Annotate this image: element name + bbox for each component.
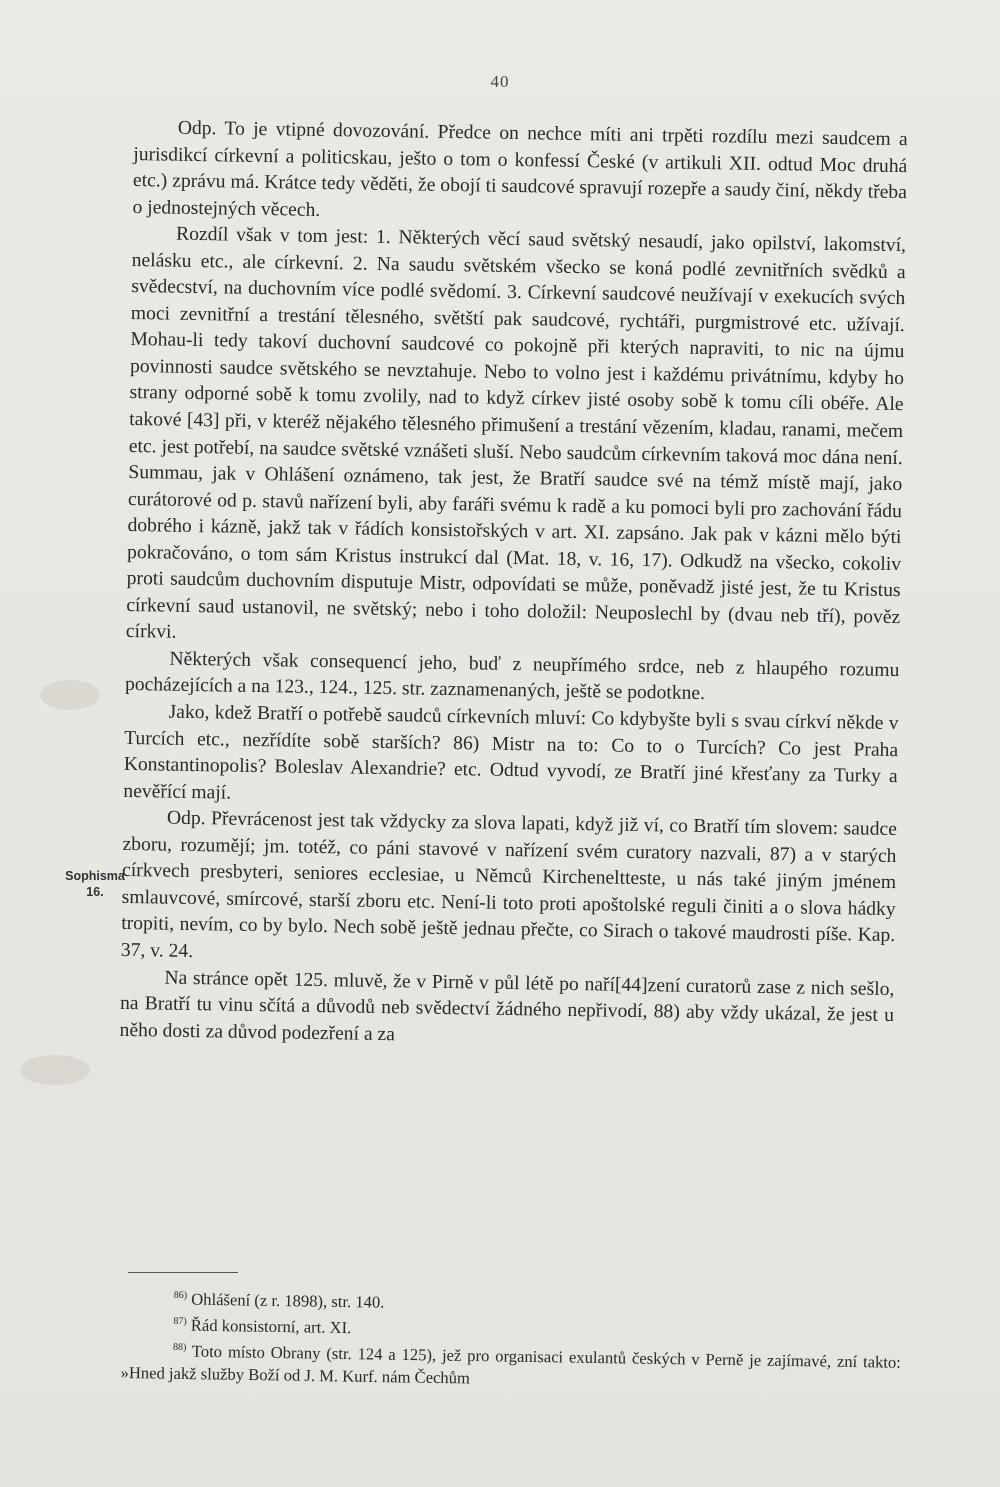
footnote-text: Ohlášení (z r. 1898), str. 140.: [191, 1289, 385, 1312]
page-smudge: [40, 680, 100, 710]
page-smudge: [20, 1055, 90, 1085]
paragraph: Některých však consequencí jeho, buď z neupřímého srdce, neb z hlaupého rozumu pocházejících a na 123., 124., 125. str. zaznamenaných, ještě se podotkne.: [124, 648, 900, 705]
margin-note: [60, 868, 130, 900]
footnote-marker: 87): [173, 1315, 187, 1328]
footnote-text: Řád konsistorní, art. XI.: [190, 1315, 352, 1338]
paragraph: Jako, kdež Bratří o potřebě saudců církevních mluví: Co kdybyšte byli s svau církví někde v Turcích etc., nezřídíte sobě starších? 86) Mistr na to: Co to o Turcích? Co jest Praha Konstantinopolis? Boleslav Alexandrie? etc. Odtud vyvodí, ze Bratří jiné křesťany za Turky a nevěřící mají.: [123, 701, 899, 804]
footnote-marker: 86): [173, 1289, 188, 1302]
margin-note-number: 16.: [86, 885, 104, 899]
paragraph: Odp. To je vtipné dovozování. Předce on nechce míti ani trpěti rozdílu mezi saudcem a jurisdikcí církevní a politicskau, ješto o tom o konfessí České (v artikuli XII. odtud Moc druhá etc.) zprávu má. Krátce tedy věděti, že obojí ti saudcové spravují rozepře a saudy činí, někdy třeba o jednostejných věcech.: [132, 117, 908, 221]
paragraph: Na stránce opět 125. mluvě, že v Pirně v půl létě po naří[44]zení curatorů zase z nich sešlo, na Bratří tu vinu sčítá a důvodů neb svědectví žádného nepřivodí, 88) aby vždy ukázal, že jest u něho dosti za důvod podezření a za: [119, 967, 895, 1045]
footnote-marker: 88): [172, 1341, 187, 1354]
footnotes: [120, 1284, 901, 1397]
paragraph: Odp. Převrácenost jest tak vždycky za slova lapati, když již ví, co Bratří tím slovem: saudce zboru, rozumějí; jm. totéž, co páni stavové v nařízení svém curatory nazvali, 87) a v starých církvech presbyteri, seniores ecclesiae, u Němců Kircheneltteste, u nás také jiným jménem smlauvcové, smírcové, starší zboru etc. Není-li toto proti apoštolské reguli činiti a o slova hádky tropiti, nevím, co by bylo. Nech sobě ještě jednau přečte, co Sirach o takové maudrosti píše. Kap. 37, v. 24.: [120, 807, 898, 962]
body-text: [119, 115, 907, 1056]
footnote-divider: [128, 1272, 238, 1273]
margin-note-label: Sophisma: [65, 869, 125, 883]
page-number: 40: [490, 72, 510, 91]
paragraph: Rozdíl však v tom jest: 1. Některých věcí saud světský nesaudí, jako opilství, lakomství, nelásku etc., ale církevní. 2. Na saudu světském všecko se koná podlé zevnitřních svědků a svědecství, na duchovním více podlé svědomí. 3. Církevní saudcové neužívají v exekucích svých moci zevnitřní a trestání tělesného, světští pak saudcové, rychtáři, purgmistrové etc. užívají. Mohau-li tedy takoví duchovní saudcové co pokojně při kterých napraviti, to nic na újmu povinnosti saudce světského se nevztahuje. Nebo to volno jest i každému privátnímu, kdyby ho strany odporné sobě k tomu zvolily, nad to když církev jisté osoby sobě k tomu cíli obéře. Ale takové [43] při, v kteréž nějakého tělesného přimušení a trestání vězením, kladau, ranami, mečem etc. jest potřebí, na saudce světské vznášeti sluší. Nebo saudcům církevním taková moc dána není. Summau, jak v Ohlášení oznámeno, tak jest, že Bratří saudce své na témž místě mají, jako curátorové od p. stavů nařízení byli, aby faráři svému k radě a ku pomoci byli pro zachování řádu dobrého i kázně, jakž tak v řádích konsistořských v art. XI. zapsáno. Jak pak v kázni mělo býti pokračováno, o tom sám Kristus instrukcí dal (Mat. 18, v. 16, 17). Odkudž na všecko, cokoliv proti saudcům duchovním disputuje Mistr, odpovídati se může, poněvadž jisté jest, že tu Kristus církevní saud ustanovil, ne světský; nebo i toho doložil: Neuposlechl by (dvau neb tří), pověz církvi.: [125, 223, 907, 644]
footnote-text: Toto místo Obrany (str. 124 a 125), jež pro organisaci exulantů českých v Perně je zajímavé, zní takto: »Hned jakž služby Boží od J. M. Kurf. nám Čechům: [120, 1341, 902, 1388]
